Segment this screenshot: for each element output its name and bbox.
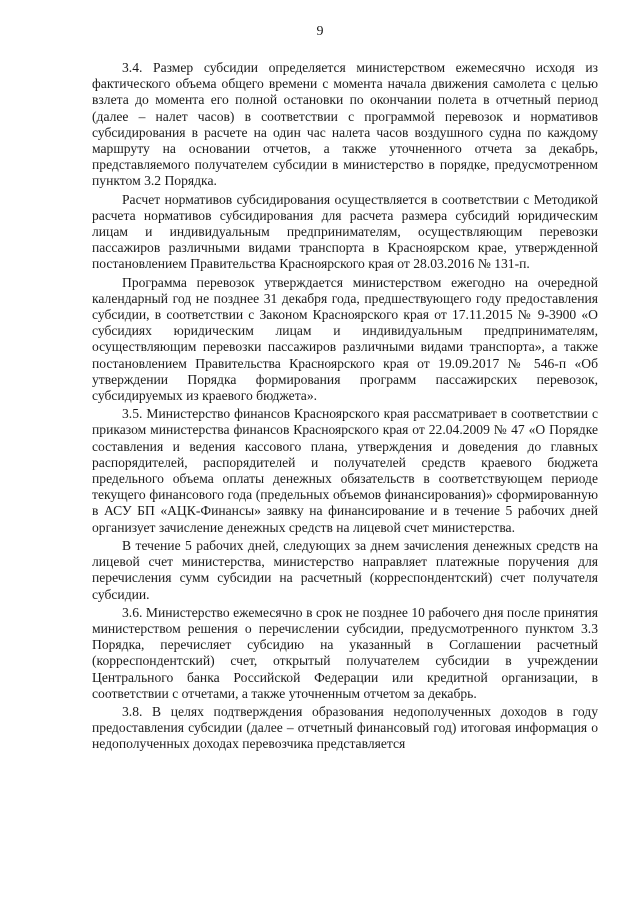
- paragraph-norms-calculation: Расчет нормативов субсидирования осуществляется в соответствии с Методикой расчета нормативов субсидирования для расчета размера субсидий юридическим лицам и индивидуальным предпринимателям, осуществляющим перевозки пассажиров различными видами транспорта в Красноярском крае, утвержденной постановлением Правительства Красноярского края от 28.03.2016 № 131-п.: [92, 191, 598, 272]
- paragraph-3-8: 3.8. В целях подтверждения образования недополученных доходов в году предоставления субсидии (далее – отчетный финансовый год) итоговая информация о недополученных доходах перевозчика представляется: [92, 703, 598, 752]
- paragraph-3-6: 3.6. Министерство ежемесячно в срок не позднее 10 рабочего дня после принятия министерством решения о перечислении субсидии, предусмотренного пунктом 3.3 Порядка, перечисляет субсидию на указанный в Соглашении расчетный (корреспондентский) счет, открытый получателем субсидии в учреждении Центрального банка Российской Федерации или кредитной организации, в соответствии с отчетами, а также уточненным отчетом за декабрь.: [92, 604, 598, 701]
- document-body: [92, 60, 598, 755]
- paragraph-transport-program: Программа перевозок утверждается министерством ежегодно на очередной календарный год не позднее 31 декабря года, предшествующего году предоставления субсидии, в соответствии с Законом Красноярского края от 17.11.2015 № 9-3900 «О субсидиях юридическим лицам и индивидуальным предпринимателям, осуществляющим перевозки пассажиров различными видами транспорта», а также постановлением Правительства Красноярского края от 19.09.2017 № 546-п «Об утверждении Порядка формирования программ пассажирских перевозок, субсидируемых из краевого бюджета».: [92, 274, 598, 404]
- page-number: 9: [316, 24, 324, 39]
- paragraph-payment-orders: В течение 5 рабочих дней, следующих за днем зачисления денежных средств на лицевой счет министерства, министерство направляет платежные поручения для перечисления сумм субсидии на расчетный (корреспондентский) счет получателя субсидии.: [92, 537, 598, 602]
- paragraph-3-4: 3.4. Размер субсидии определяется министерством ежемесячно исходя из фактического объема общего времени с момента начала движения самолета с целью взлета до момента его полной остановки по окончании полета в отчетный период (далее – налет часов) в соответствии с программой перевозок и нормативов субсидирования в расчете на один час налета часов воздушного судна по каждому маршруту на основании отчетов, а также уточненного отчета за декабрь, представляемого получателем субсидии в министерство в порядке, предусмотренном пунктом 3.2 Порядка.: [92, 60, 598, 189]
- paragraph-3-5: 3.5. Министерство финансов Красноярского края рассматривает в соответствии с приказом министерства финансов Красноярского края от 22.04.2009 № 47 «О Порядке составления и ведения кассового плана, утверждения и доведения до главных распорядителей, распорядителей и получателей средств краевого бюджета предельного объема оплаты денежных обязательств в соответствующем периоде текущего финансового года (предельных объемов финансирования)» сформированную в АСУ БП «АЦК-Финансы» заявку на финансирование и в течение 5 рабочих дней организует зачисление денежных средств на лицевой счет министерства.: [92, 406, 598, 535]
